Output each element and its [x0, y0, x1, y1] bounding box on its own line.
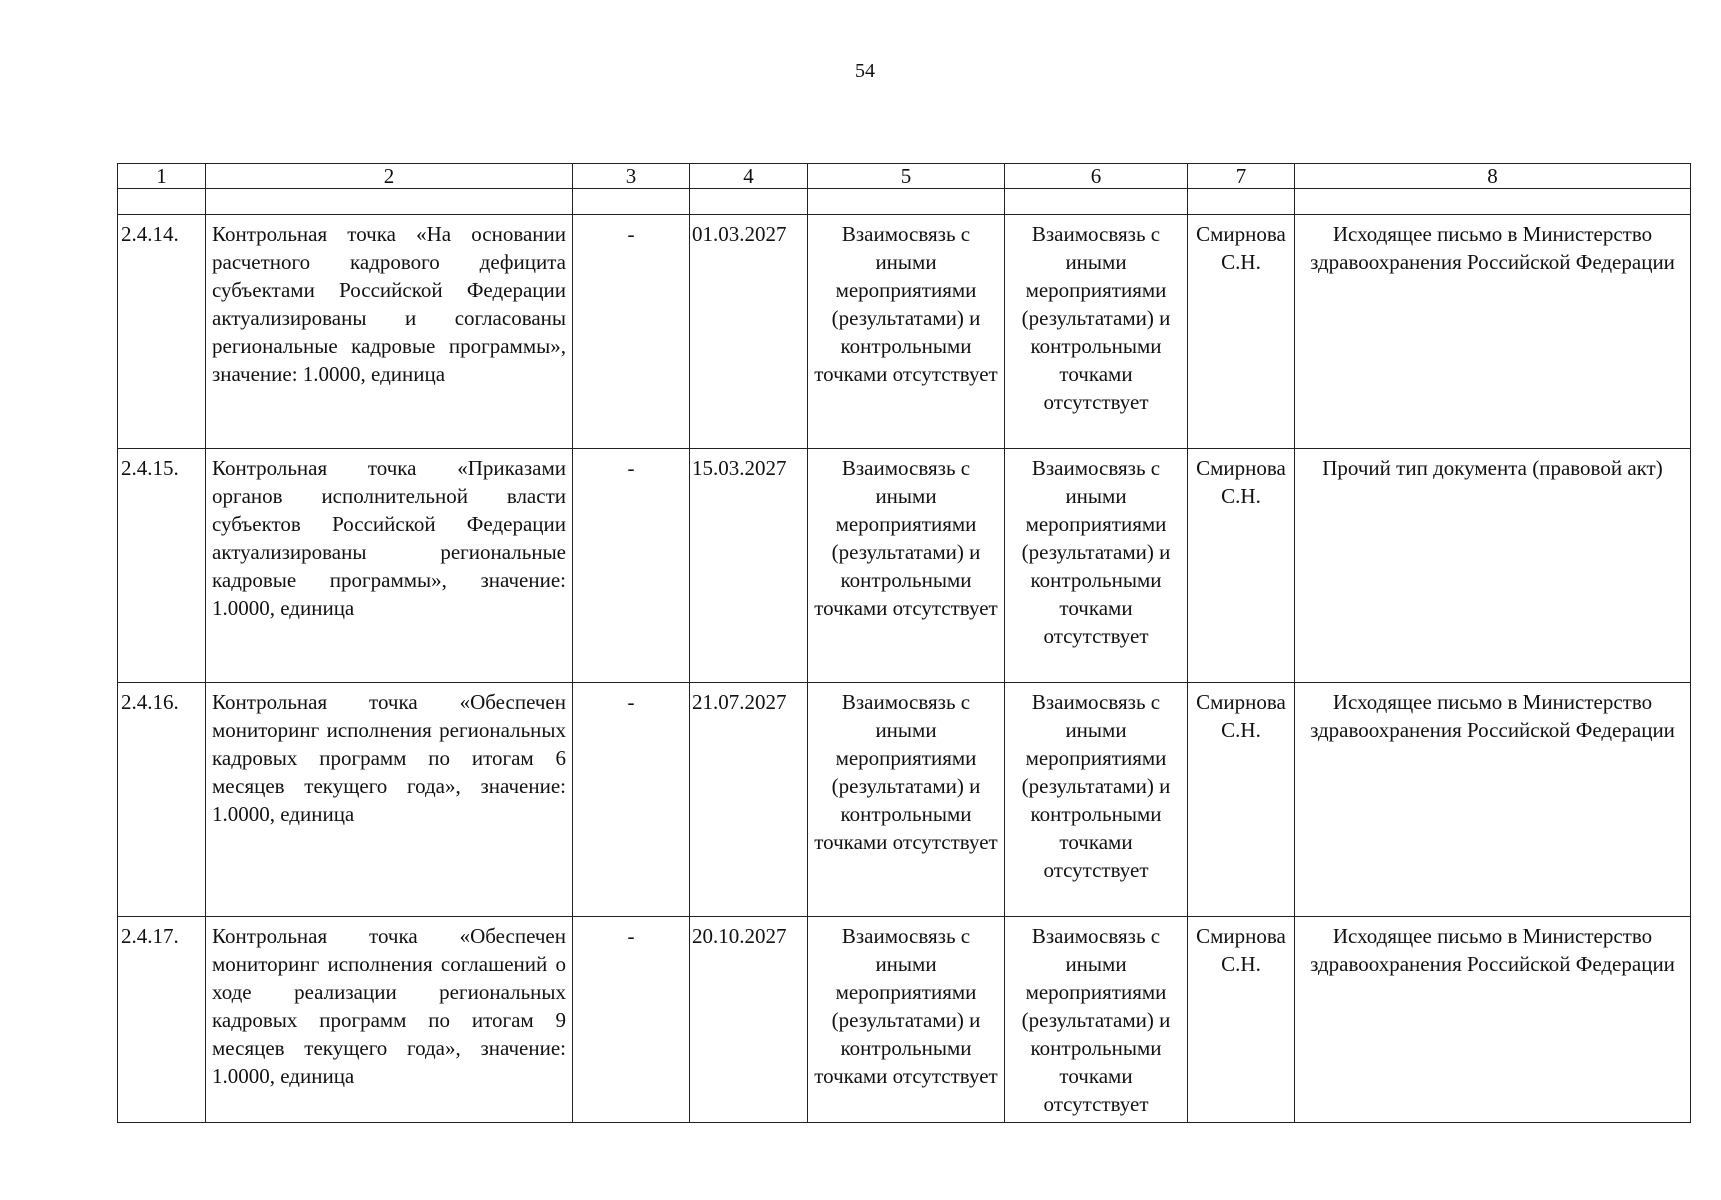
document-type: Прочий тип документа (правовой акт) — [1295, 449, 1691, 683]
row-number: 2.4.16. — [118, 683, 206, 917]
empty-cell — [690, 189, 808, 215]
page-number: 54 — [855, 60, 875, 82]
relation-column-6: Взаимосвязь с иными мероприятиями (результатами) и контрольными точками отсутствует — [1005, 449, 1188, 683]
control-point-name: Контрольная точка «Обеспечен мониторинг исполнения соглашений о ходе реализации региональных кадровых программ по итогам 9 месяцев текущего года», значение: 1.0000, единица — [206, 917, 573, 1123]
column-3-value: - — [573, 917, 690, 1123]
column-number-header: 3 — [573, 164, 690, 189]
row-number: 2.4.15. — [118, 449, 206, 683]
relation-column-5: Взаимосвязь с иными мероприятиями (результатами) и контрольными точками отсутствует — [808, 449, 1005, 683]
empty-cell — [206, 189, 573, 215]
column-number-header: 4 — [690, 164, 808, 189]
column-number-header: 6 — [1005, 164, 1188, 189]
due-date: 15.03.2027 — [690, 449, 808, 683]
control-points-table — [117, 163, 1691, 1123]
responsible-person: Смирнова С.Н. — [1188, 917, 1295, 1123]
relation-column-6: Взаимосвязь с иными мероприятиями (результатами) и контрольными точками отсутствует — [1005, 917, 1188, 1123]
empty-row — [118, 189, 1691, 215]
column-number-header: 1 — [118, 164, 206, 189]
document-type: Исходящее письмо в Министерство здравоохранения Российской Федерации — [1295, 917, 1691, 1123]
control-point-name: Контрольная точка «Обеспечен мониторинг исполнения региональных кадровых программ по итогам 6 месяцев текущего года», значение: 1.0000, единица — [206, 683, 573, 917]
control-point-name: Контрольная точка «Приказами органов исполнительной власти субъектов Российской Федерации актуализированы региональные кадровые программы», значение: 1.0000, единица — [206, 449, 573, 683]
empty-cell — [808, 189, 1005, 215]
due-date: 01.03.2027 — [690, 215, 808, 449]
relation-column-6: Взаимосвязь с иными мероприятиями (результатами) и контрольными точками отсутствует — [1005, 683, 1188, 917]
column-number-header: 2 — [206, 164, 573, 189]
empty-cell — [1295, 189, 1691, 215]
responsible-person: Смирнова С.Н. — [1188, 683, 1295, 917]
responsible-person: Смирнова С.Н. — [1188, 215, 1295, 449]
column-3-value: - — [573, 215, 690, 449]
column-3-value: - — [573, 449, 690, 683]
relation-column-6: Взаимосвязь с иными мероприятиями (результатами) и контрольными точками отсутствует — [1005, 215, 1188, 449]
table-row — [118, 215, 1691, 449]
relation-column-5: Взаимосвязь с иными мероприятиями (результатами) и контрольными точками отсутствует — [808, 917, 1005, 1123]
column-number-header: 5 — [808, 164, 1005, 189]
document-type: Исходящее письмо в Министерство здравоохранения Российской Федерации — [1295, 683, 1691, 917]
document-type: Исходящее письмо в Министерство здравоохранения Российской Федерации — [1295, 215, 1691, 449]
column-number-header: 8 — [1295, 164, 1691, 189]
due-date: 20.10.2027 — [690, 917, 808, 1123]
empty-cell — [118, 189, 206, 215]
row-number: 2.4.17. — [118, 917, 206, 1123]
column-number-header: 7 — [1188, 164, 1295, 189]
control-point-name: Контрольная точка «На основании расчетного кадрового дефицита субъектами Российской Федерации актуализированы и согласованы региональные кадровые программы», значение: 1.0000, единица — [206, 215, 573, 449]
column-number-row — [118, 164, 1691, 189]
relation-column-5: Взаимосвязь с иными мероприятиями (результатами) и контрольными точками отсутствует — [808, 215, 1005, 449]
empty-cell — [573, 189, 690, 215]
column-3-value: - — [573, 683, 690, 917]
empty-cell — [1005, 189, 1188, 215]
empty-cell — [1188, 189, 1295, 215]
table-row — [118, 683, 1691, 917]
row-number: 2.4.14. — [118, 215, 206, 449]
table-row — [118, 917, 1691, 1123]
responsible-person: Смирнова С.Н. — [1188, 449, 1295, 683]
relation-column-5: Взаимосвязь с иными мероприятиями (результатами) и контрольными точками отсутствует — [808, 683, 1005, 917]
due-date: 21.07.2027 — [690, 683, 808, 917]
table-row — [118, 449, 1691, 683]
